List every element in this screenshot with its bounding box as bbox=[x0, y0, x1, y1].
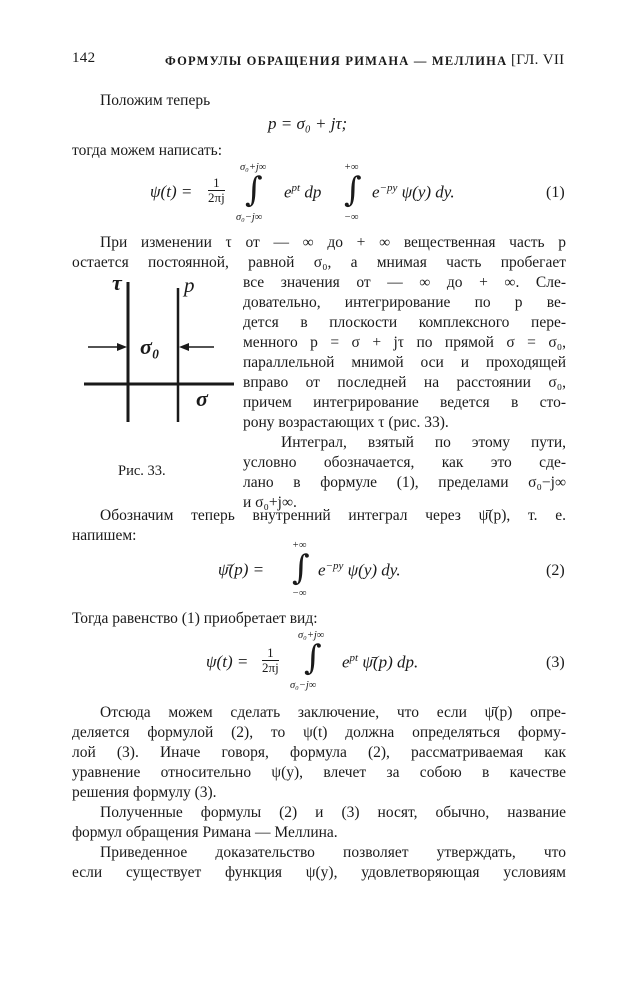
label-tau: τ bbox=[112, 274, 122, 295]
para5-line-2: деляется формулой (2), то ψ(t) должна определяться форму- bbox=[72, 724, 566, 741]
para1-line-8: вправо от последней на расстоянии σ₀, bbox=[243, 374, 566, 391]
intro-line-1: Положим теперь bbox=[100, 92, 211, 109]
para1-line-3: все значения от — ∞ до + ∞. Сле- bbox=[243, 274, 566, 291]
eq1-integrand-2: $e^{-py}$ ψ(y) dy. bbox=[372, 182, 455, 202]
equation-1 bbox=[150, 162, 570, 228]
para5-line-3: лой (3). Иначе говоря, формула (2), рассматриваемая как bbox=[72, 744, 566, 761]
running-title: ФОРМУЛЫ ОБРАЩЕНИЯ РИМАНА — МЕЛЛИНА bbox=[165, 54, 508, 68]
para1-line-7: параллельной мнимой оси и проходящей bbox=[243, 354, 566, 371]
para4-line-1: Тогда равенство (1) приобретает вид: bbox=[72, 610, 318, 627]
para5-line-5: решения формулу (3). bbox=[72, 784, 217, 801]
eq3-int-lower: σ₀−j∞ bbox=[290, 680, 317, 691]
eq1-frac-num: 1 bbox=[208, 176, 225, 191]
para2-line-4: и σ₀+j∞. bbox=[243, 494, 297, 511]
figure-caption: Рис. 33. bbox=[118, 463, 166, 479]
para1-line-2: остается постоянной, равной σ₀, а мнимая часть пробегает bbox=[72, 254, 566, 271]
eq1-int2-upper: +∞ bbox=[344, 162, 359, 173]
figure-33-diagram bbox=[84, 274, 234, 424]
eq1-integral-2: ∫ bbox=[344, 170, 362, 210]
para1-line-4: довательно, интегрирование по p ве- bbox=[243, 294, 566, 311]
eq1-int1-lower: σ₀−j∞ bbox=[236, 212, 263, 223]
para7-line-2: если существует функция ψ(y), удовлетворяющая условиям bbox=[72, 864, 566, 881]
page-number: 142 bbox=[72, 50, 96, 66]
eq3-integral: ∫ bbox=[304, 638, 322, 678]
para3-line-2: напишем: bbox=[72, 527, 137, 544]
eq1-integral-1: ∫ bbox=[245, 170, 263, 210]
chapter-label: [ГЛ. VII bbox=[511, 52, 565, 68]
eq2-int-lower: −∞ bbox=[292, 588, 307, 599]
label-sigma: σ bbox=[196, 386, 208, 411]
para6-line-1: Полученные формулы (2) и (3) носят, обычно, название bbox=[100, 804, 566, 821]
para2-line-3: лано в формуле (1), пределами σ₀−j∞ bbox=[243, 474, 566, 491]
eq1-number: (1) bbox=[546, 184, 565, 201]
eq2-integrand: $e^{-py}$ ψ(y) dy. bbox=[318, 560, 401, 580]
eq1-int1-upper: σ₀+j∞ bbox=[240, 162, 267, 173]
eq1-frac-den: 2πj bbox=[208, 190, 225, 205]
para1-line-6: менного p = σ + jτ по прямой σ = σ₀, bbox=[243, 334, 566, 351]
eq3-lhs: ψ(t) = bbox=[206, 652, 249, 671]
para2-line-2: условно обозначается, как это сде- bbox=[243, 454, 566, 471]
equation-3 bbox=[206, 630, 570, 696]
eq2-lhs: ψ̄(p) = bbox=[218, 560, 265, 579]
eq3-frac-num: 1 bbox=[262, 646, 279, 661]
left-arrow-head bbox=[117, 343, 127, 351]
right-arrow-head bbox=[179, 343, 189, 351]
eq3-frac-den: 2πj bbox=[262, 660, 279, 675]
para1-line-9: причем интегрирование ведется в сто- bbox=[243, 394, 566, 411]
eq3-integrand: $e^{pt}$ ψ̄(p) dp. bbox=[342, 652, 419, 672]
para3-line-1: Обозначим теперь внутренний интеграл через ψ̄(p), т. е. bbox=[100, 507, 566, 524]
eq1-int2-lower: −∞ bbox=[344, 212, 359, 223]
substitution-equation: p = σ₀ + jτ; bbox=[268, 114, 348, 133]
para5-line-4: уравнение относительно ψ(y), влечет за собою в качестве bbox=[72, 764, 566, 781]
label-sigma0: σ₀ bbox=[140, 334, 160, 359]
eq2-integral: ∫ bbox=[292, 548, 310, 588]
eq2-number: (2) bbox=[546, 562, 565, 579]
para5-line-1: Отсюда можем сделать заключение, что если ψ̄(p) опре- bbox=[100, 704, 566, 721]
para7-line-1: Приведенное доказательство позволяет утверждать, что bbox=[100, 844, 566, 861]
intro-line-2: тогда можем написать: bbox=[72, 142, 223, 159]
eq3-int-upper: σ₀+j∞ bbox=[298, 630, 325, 641]
para1-line-5: дется в плоскости комплексного пере- bbox=[243, 314, 566, 331]
para1-line-10: рону возрастающих τ (рис. 33). bbox=[243, 414, 449, 431]
eq2-int-upper: +∞ bbox=[292, 540, 307, 551]
eq1-integrand-1: $e^{pt}$ dp bbox=[284, 182, 322, 202]
para6-line-2: формул обращения Римана — Меллина. bbox=[72, 824, 338, 841]
label-p: p bbox=[184, 274, 195, 297]
equation-2 bbox=[218, 540, 570, 604]
eq1-lhs: ψ(t) = bbox=[150, 182, 193, 201]
eq3-fraction bbox=[262, 646, 279, 675]
para2-line-1: Интеграл, взятый по этому пути, bbox=[281, 434, 566, 451]
figure-33 bbox=[84, 274, 234, 444]
eq1-fraction bbox=[208, 176, 225, 205]
para1-line-1: При изменении τ от — ∞ до + ∞ вещественная часть p bbox=[100, 234, 566, 251]
eq3-number: (3) bbox=[546, 654, 565, 671]
